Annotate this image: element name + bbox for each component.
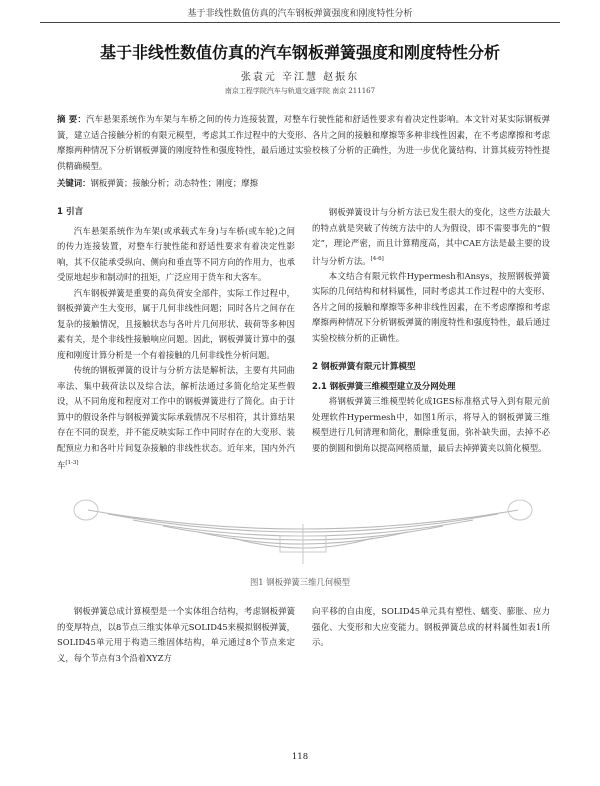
keywords: [57, 176, 550, 190]
abstract-label: 摘 要：: [57, 114, 86, 124]
paragraph: 向平移的自由度，SOLID45单元具有塑性、蠕变、膨胀、应力强化、大变形和大应变能力。钢板弹簧总成的材料属性如表1所示。: [312, 606, 550, 647]
paragraph-text: 传统的钢板弹簧的设计与分析方法是解析法，主要有共同曲率法、集中载荷法以及综合法，解析法通过多简化给定某些假设，从不同角度和程度对工作中的钢板弹簧进行了简化。由于计算中的假设条件与钢板弹簧实际承载情况不尽相符，其计算结果存在不同的误差，并不能反映实际工作中同时存在的大变形、装配预应力和各叶片间复杂接触的非线性状态。近年来，国内外汽车: [57, 365, 295, 470]
figure-caption: 图1 钢板弹簧三维几何模型: [249, 577, 351, 587]
abstract-text: 汽车悬架系统作为车架与车桥之间的传力连接装置，对整车行驶性能和舒适性要求有着决定性影响。本文针对某实际钢板弹簧，建立适合接触分析的有限元模型，考虑其工作过程中的大变形、各片之间的接触和摩擦等多种非线性因素，在不考虑摩擦和考虑摩擦两种情况下分析钢板弹簧的刚度特性和强度特性，最后通过实验校核了分析的正确性，为进一步优化簧结构、计算其疲劳特性提供精确模型。: [57, 114, 550, 171]
section-heading-fe-model: 2 钢板弹簧有限元计算模型: [312, 362, 416, 373]
paper-title: 基于非线性数值仿真的汽车钢板弹簧强度和刚度特性分析: [99, 43, 500, 62]
keywords-text: 钢板弹簧；接触分析；动态特性；刚度；摩擦: [90, 178, 258, 188]
paragraph: 将钢板弹簧三维模型转化成IGES标准格式导入到有限元前处理软件Hypermesh中，如图1所示，将导入的钢板弹簧三维模型进行几何清理和简化，删除重复面，弥补缺失面，去掉不必要的倒圆和倒角以提高网格质量，最后去掉弹簧夹以简化模型。: [312, 396, 550, 453]
affiliation: 南京工程学院汽车与轨道交通学院 南京 211167: [224, 87, 376, 95]
authors: 张袁元 辛江慧 赵振东: [240, 72, 360, 83]
paragraph: 汽车钢板弹簧是重要的高负荷安全部件，实际工作过程中，钢板弹簧产生大变形，属于几何非线性问题；同时各片之间存在复杂的接触情况，且接触状态与各叶片几何形状、载荷等多种因素有关，是个非线性接触响应问题。因此，钢板弹簧计算中的强度和刚度计算分析是一个有着接触的几何非线性分析问题。: [57, 287, 295, 360]
left-column: [57, 205, 295, 473]
paragraph-text: 钢板弹簧设计与分析方法已发生很大的变化，这些方法最大的特点就是突破了传统方法中的人为假设，即不需要事先的“假定”，理论严密，而且计算精度高，其中CAE方法是最主要的设计与分析方法。: [312, 207, 550, 266]
bottom-right-column: [312, 604, 550, 651]
subsection-heading: 2.1 钢板弹簧三维模型建立及分网处理: [312, 380, 456, 391]
citation: [1-3]: [65, 460, 79, 466]
paragraph: 钢板弹簧总成计算模型是一个实体组合结构，考虑钢板弹簧的变厚特点，以8节点三维实体单元SOLID45来模拟钢板弹簧，SOLID45单元用于构造三维固体结构，单元通过8个节点来定义，每个节点有3个沿着XYZ方: [57, 606, 295, 663]
page-number: 118: [291, 752, 309, 762]
abstract: [57, 112, 550, 174]
paragraph: [312, 205, 550, 269]
keywords-label: 关键词：: [57, 178, 91, 188]
paragraph: 汽车悬架系统作为车架(或承载式车身)与车桥(或车轮)之间的传力连接装置，对整车行驶性能和舒适性要求有着决定性影响，其不仅能承受纵向、侧向和垂直等不同方向的作用力，也承受原地起步和制动时的扭矩，广泛应用于货车和大客车。: [57, 225, 295, 282]
paragraph: [57, 363, 295, 473]
running-header: 基于非线性数值仿真的汽车钢板弹簧强度和刚度特性分析: [40, 6, 560, 23]
paragraph: 本文结合有限元软件Hypermesh和Ansys，按照钢板弹簧实际的几何结构和材料属性，同时考虑其工作过程中的大变形、各片之间的接触和摩擦等多种非线性因素，在不考虑摩擦和考虑摩擦两种情况下分析钢板弹簧的刚度特性和强度特性，最后通过实验校核分析的正确性。: [312, 270, 550, 343]
section-heading-intro: 1 引言: [57, 207, 84, 217]
right-column: [312, 205, 550, 456]
leaf-spring-figure: [58, 488, 548, 566]
citation: [4-6]: [370, 255, 384, 262]
bottom-left-column: [57, 604, 295, 666]
